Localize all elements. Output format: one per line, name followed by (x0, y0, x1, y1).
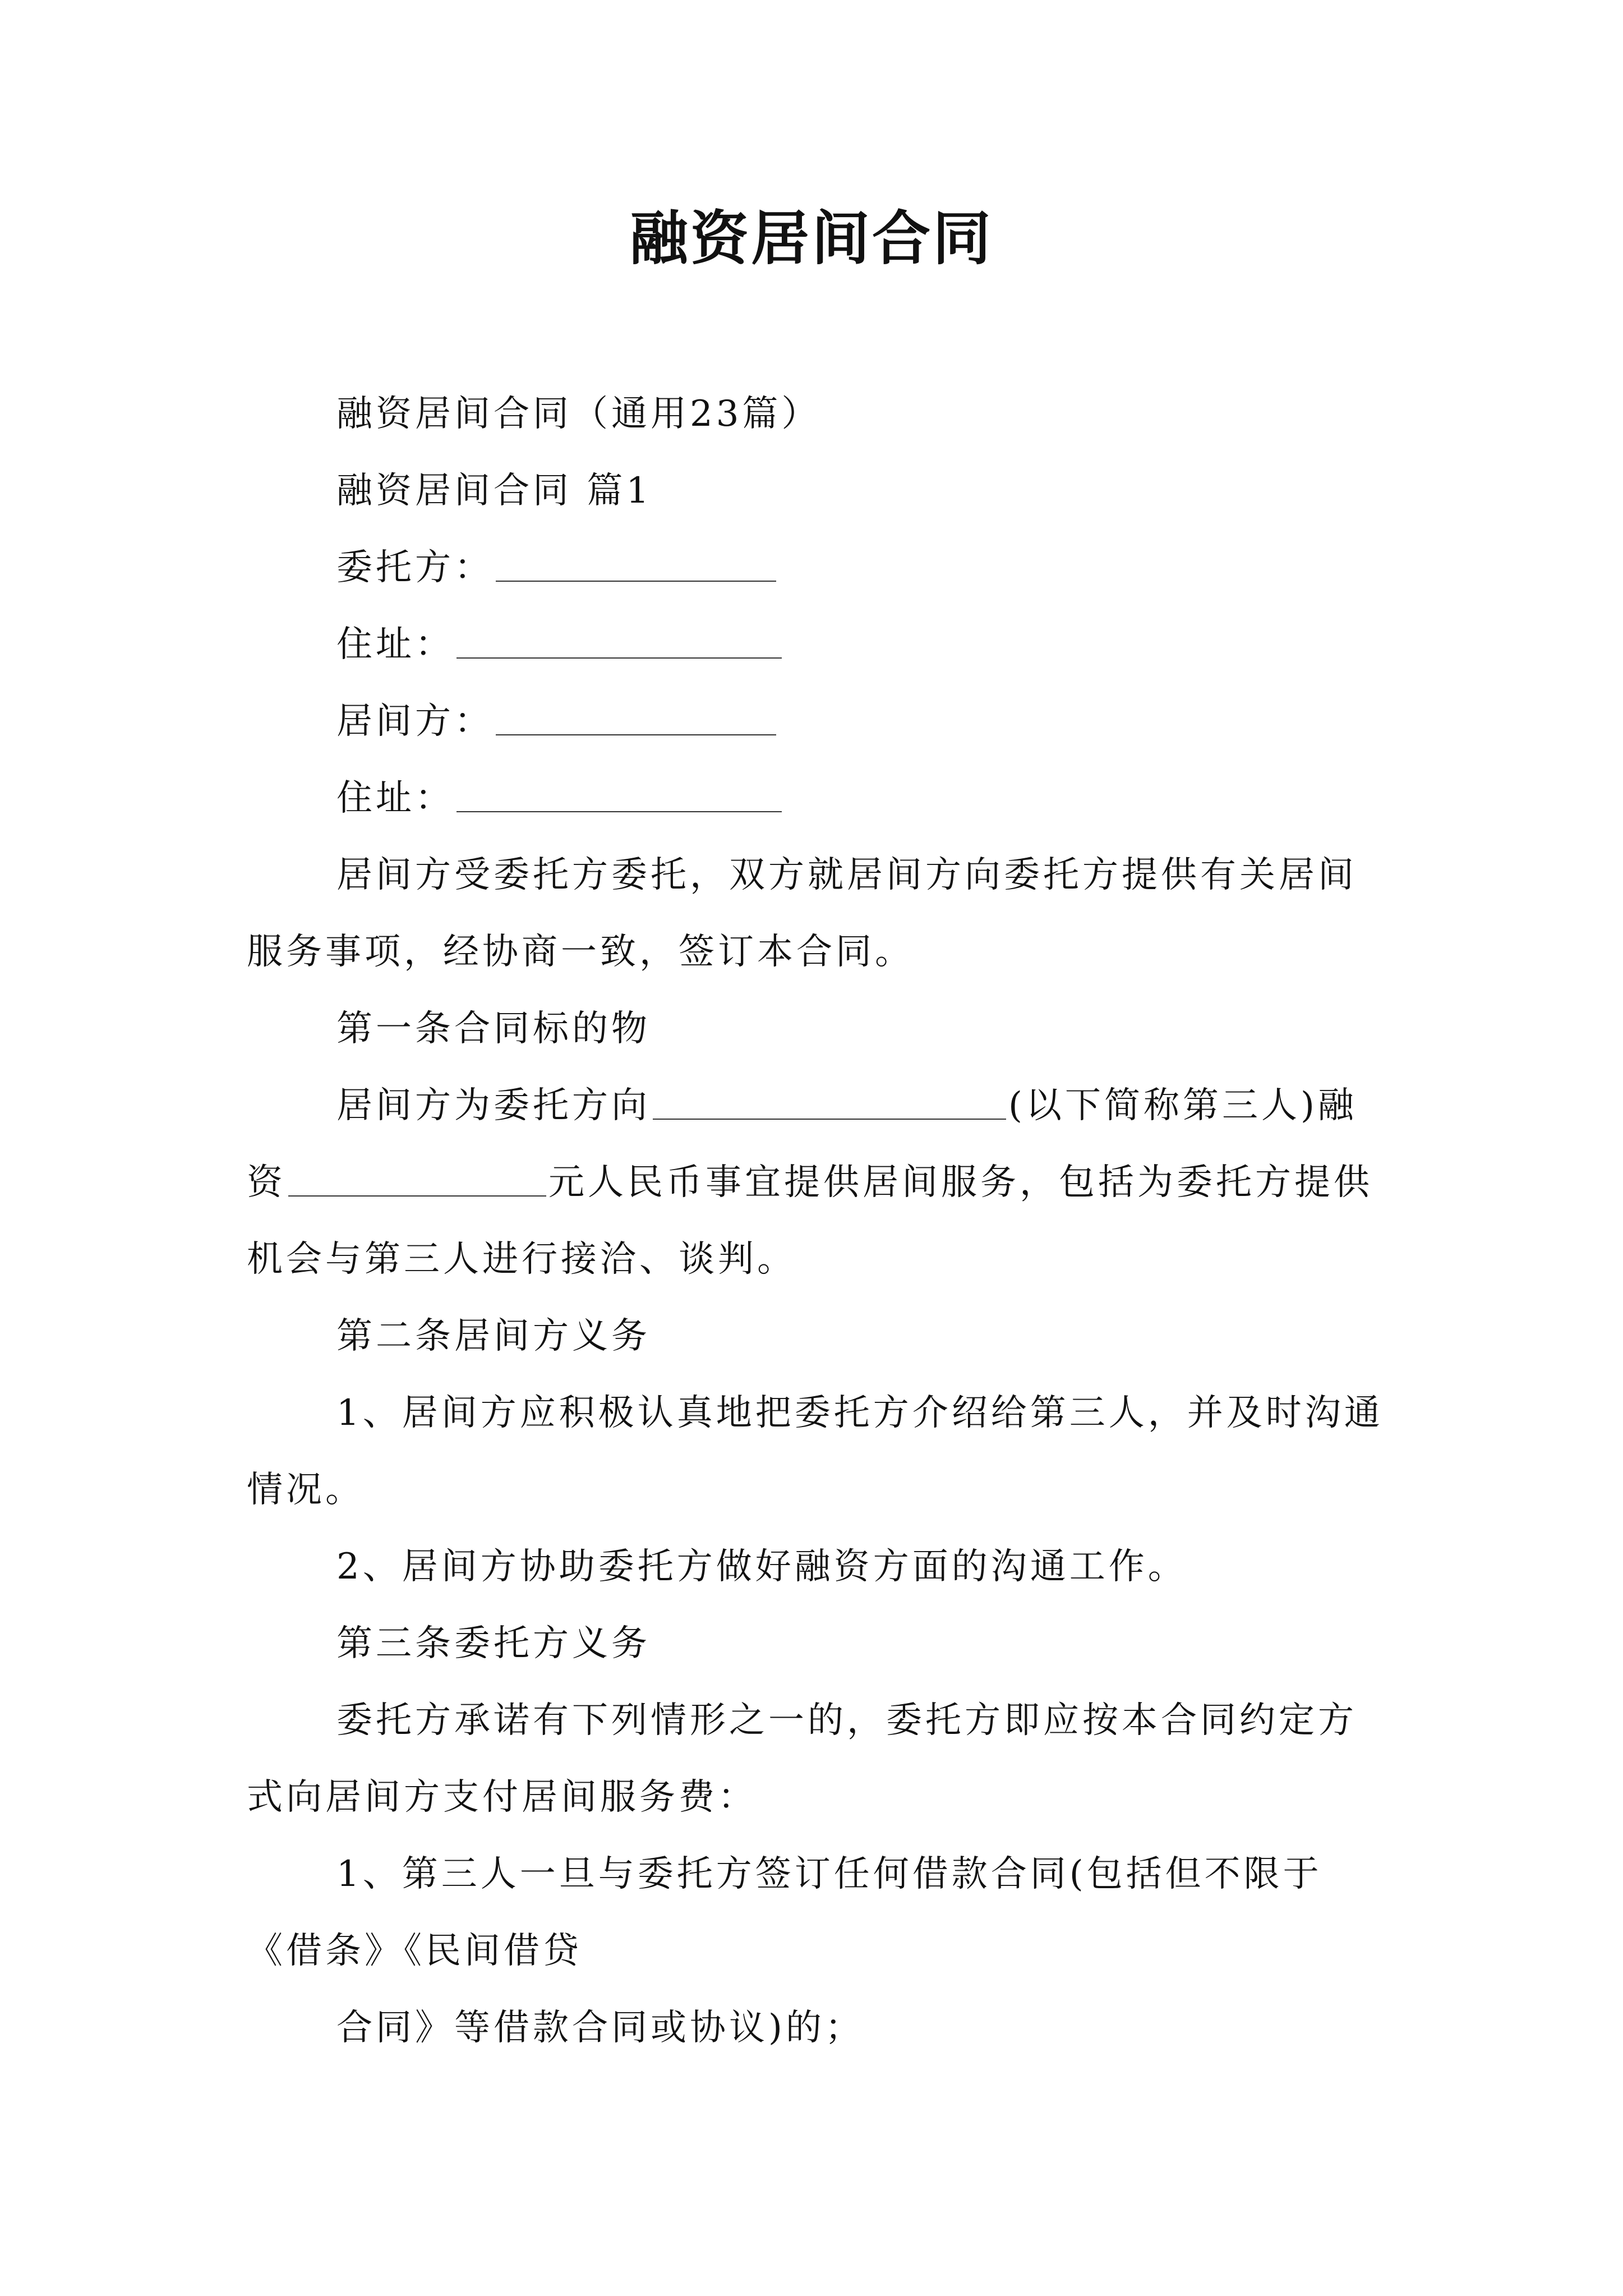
field-broker-label: 居间方： (336, 701, 494, 742)
field-client-address (247, 606, 1385, 683)
field-client (247, 530, 1385, 606)
article3-item-1: 1、第三人一旦与委托方签订任何借款合同(包括但不限于《借条》《民间借贷 (247, 1853, 1322, 1972)
section-heading: 融资居间合同 篇1 (336, 470, 653, 512)
article2-item-2: 2、居间方协助委托方做好融资方面的沟通工作。 (336, 1546, 1187, 1588)
article1-heading: 第一条合同标的物 (336, 1008, 651, 1050)
document-subtitle: 融资居间合同（通用23篇） (336, 393, 821, 435)
field-broker-address-blank (457, 777, 782, 812)
amount-blank (288, 1162, 546, 1197)
field-client-label: 委托方： (336, 547, 494, 588)
article1-paragraph (247, 1068, 1385, 1298)
article2-heading: 第二条居间方义务 (336, 1315, 651, 1357)
intro-paragraph: 居间方受委托方委托，双方就居间方向委托方提供有关居间服务事项，经协商一致，签订本合同。 (247, 854, 1357, 973)
field-broker-address (247, 760, 1385, 837)
article2-item-1: 1、居间方应积极认真地把委托方介绍给第三人，并及时沟通情况。 (247, 1392, 1384, 1511)
article1-text-a: 居间方为委托方向 (336, 1085, 651, 1126)
field-client-blank (496, 547, 776, 582)
article1-text-b: (以下简称第三人)融资 (247, 1085, 1357, 1203)
field-broker-blank (496, 701, 776, 735)
third-party-blank (653, 1085, 1006, 1120)
article3-heading: 第三条委托方义务 (336, 1623, 651, 1664)
field-broker-address-label: 住址： (336, 777, 454, 819)
article1-text-c: 元人民币事宜提供居间服务，包括为委托方提供机会与第三人进行接洽、谈判。 (247, 1162, 1373, 1280)
field-broker (247, 683, 1385, 760)
document-title: 融资居间合同 (629, 204, 993, 273)
article3-item-1-continued: 合同》等借款合同或协议)的； (336, 2007, 864, 2049)
field-client-address-label: 住址： (336, 624, 454, 665)
article3-intro: 委托方承诺有下列情形之一的，委托方即应按本合同约定方式向居间方支付居间服务费： (247, 1700, 1357, 1818)
field-client-address-blank (457, 624, 782, 659)
document-body (247, 376, 1385, 2067)
